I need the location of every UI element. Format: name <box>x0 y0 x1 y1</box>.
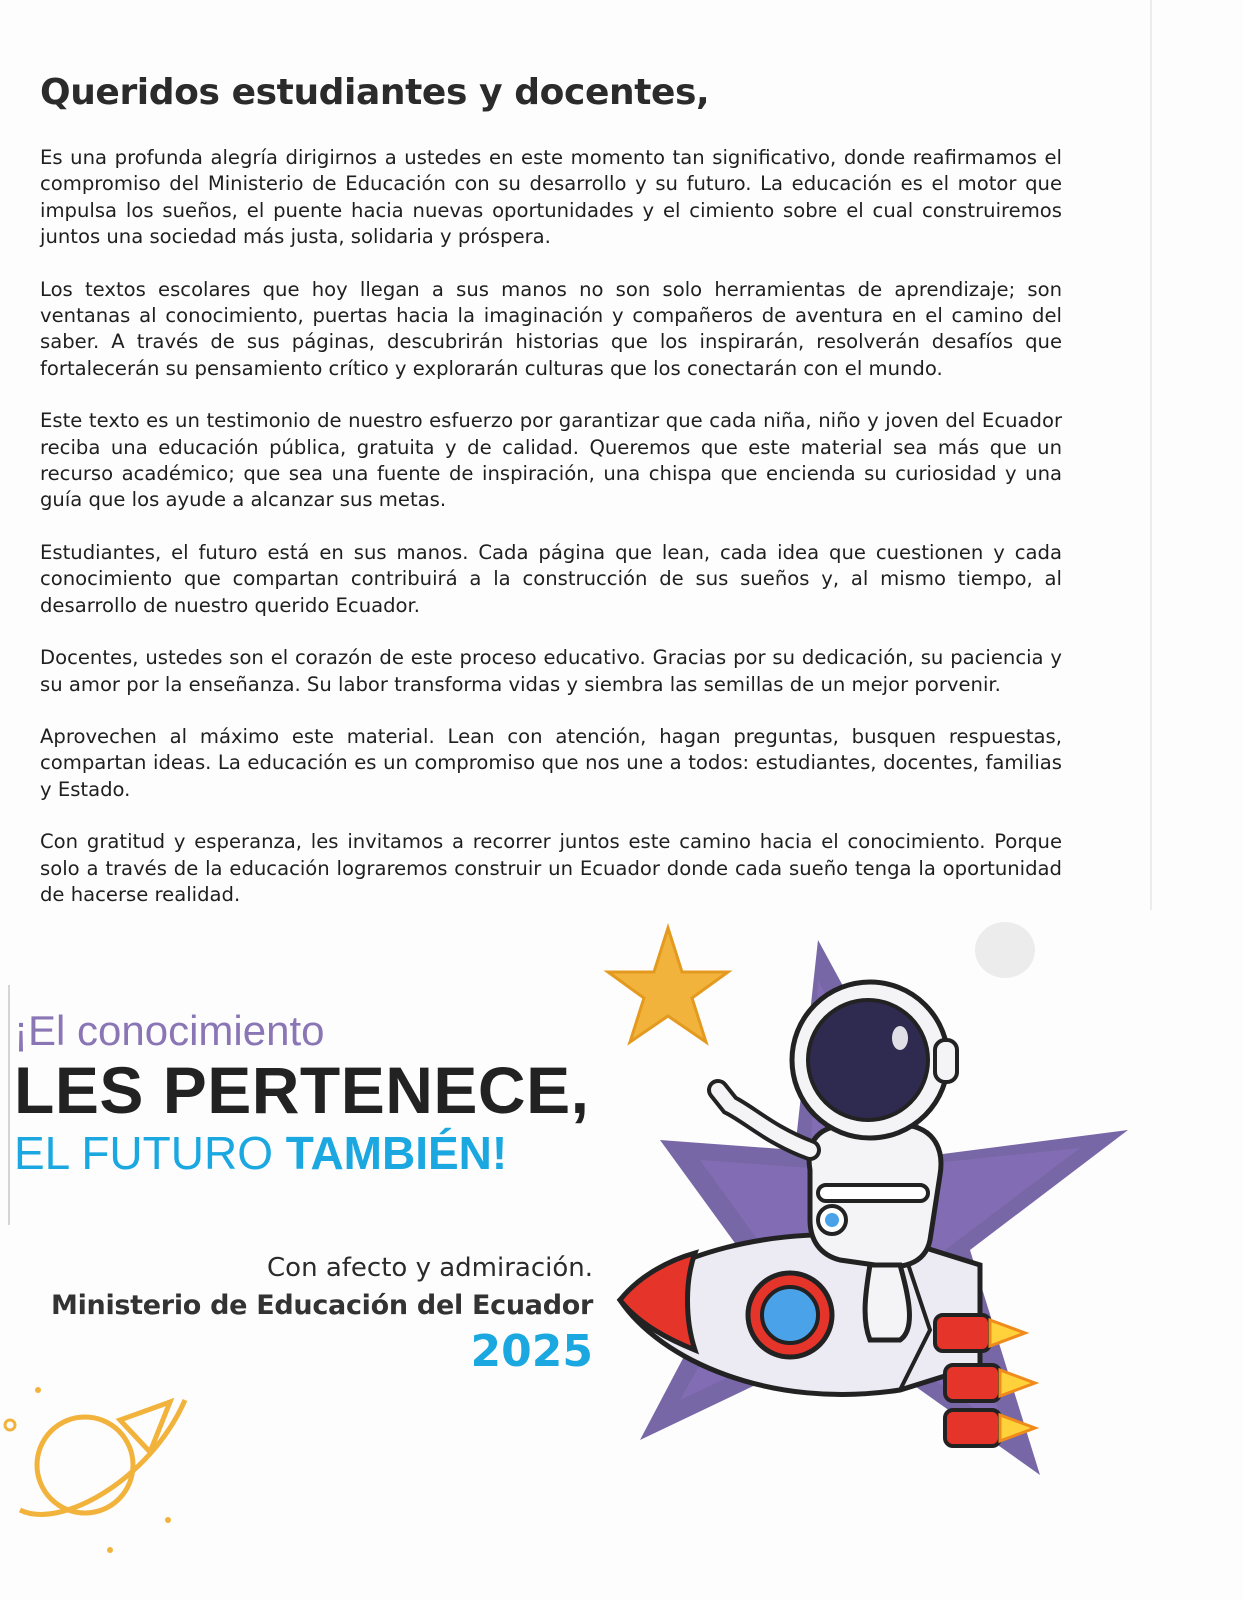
slogan-line-3 <box>14 1126 589 1180</box>
slogan-line-1: ¡El conocimiento <box>14 1007 325 1054</box>
slogan <box>14 1008 589 1180</box>
year-label: 2025 <box>470 1326 593 1377</box>
gold-star-icon <box>608 928 728 1042</box>
slogan-line-3-bold: TAMBIÉN! <box>285 1127 508 1179</box>
slogan-line-3-regular: EL FUTURO <box>14 1127 286 1179</box>
paragraph-6: Aprovechen al máximo este material. Lean con atención, hagan preguntas, busquen respuestas, compartan ideas. La educación es un compromiso que nos une a todos: estudiantes, docentes, familias y Estado. <box>40 724 1062 801</box>
page-edge-line <box>1150 0 1152 910</box>
letter-greeting: Queridos estudiantes y docentes, <box>40 72 710 113</box>
paragraph-1: Es una profunda alegría dirigirnos a ustedes en este momento tan significativo, donde reafirmamos el compromiso del Ministerio de Educación con su desarrollo y su futuro. La educación es el motor que impulsa los sueños, el puente hacia nuevas oportunidades y el cimiento sobre el cual construiremos juntos una sociedad más justa, solidaria y próspera. <box>40 146 1062 249</box>
organization-name: Ministerio de Educación del Ecuador <box>51 1290 593 1321</box>
paragraph-4: Estudiantes, el futuro está en sus manos. Cada página que lean, cada idea que cuestionen y cada conocimiento que compartan contribuirá a la construcción de sus sueños y, al mismo tiempo, al desarrollo de nuestro querido Ecuador. <box>40 540 1062 617</box>
planet-rocket-icon <box>0 1380 200 1560</box>
letter-body <box>40 145 1062 934</box>
closing-text: Con afecto y admiración. <box>267 1253 593 1283</box>
paragraph-2: Los textos escolares que hoy llegan a sus manos no son solo herramientas de aprendizaje; son ventanas al conocimiento, puertas hacia la imaginación y compañeros de aventura en el camino del saber. A través de sus páginas, descubrirán historias que los inspirarán, resolverán desafíos que fortalecerán su pensamiento crítico y explorarán culturas que los conectarán con el mundo. <box>40 277 1062 380</box>
astronaut-illustration <box>600 920 1140 1480</box>
side-rule <box>8 985 10 1225</box>
paragraph-5: Docentes, ustedes son el corazón de este proceso educativo. Gracias por su dedicación, su paciencia y su amor por la enseñanza. Su labor transforma vidas y siembra las semillas de un mejor porvenir. <box>40 646 1062 696</box>
slogan-line-2: LES PERTENECE, <box>14 1053 590 1127</box>
paragraph-7: Con gratitud y esperanza, les invitamos a recorrer juntos este camino hacia el conocimiento. Porque solo a través de la educación lograremos construir un Ecuador donde cada sueño tenga la oportunidad de hacerse realidad. <box>40 830 1062 906</box>
signoff <box>51 1250 593 1378</box>
paragraph-3: Este texto es un testimonio de nuestro esfuerzo por garantizar que cada niña, niño y joven del Ecuador reciba una educación pública, gratuita y de calidad. Queremos que este material sea más que un recurso académico; que sea una fuente de inspiración, una chispa que encienda su curiosidad y una guía que los ayude a alcanzar sus metas. <box>40 409 1062 512</box>
